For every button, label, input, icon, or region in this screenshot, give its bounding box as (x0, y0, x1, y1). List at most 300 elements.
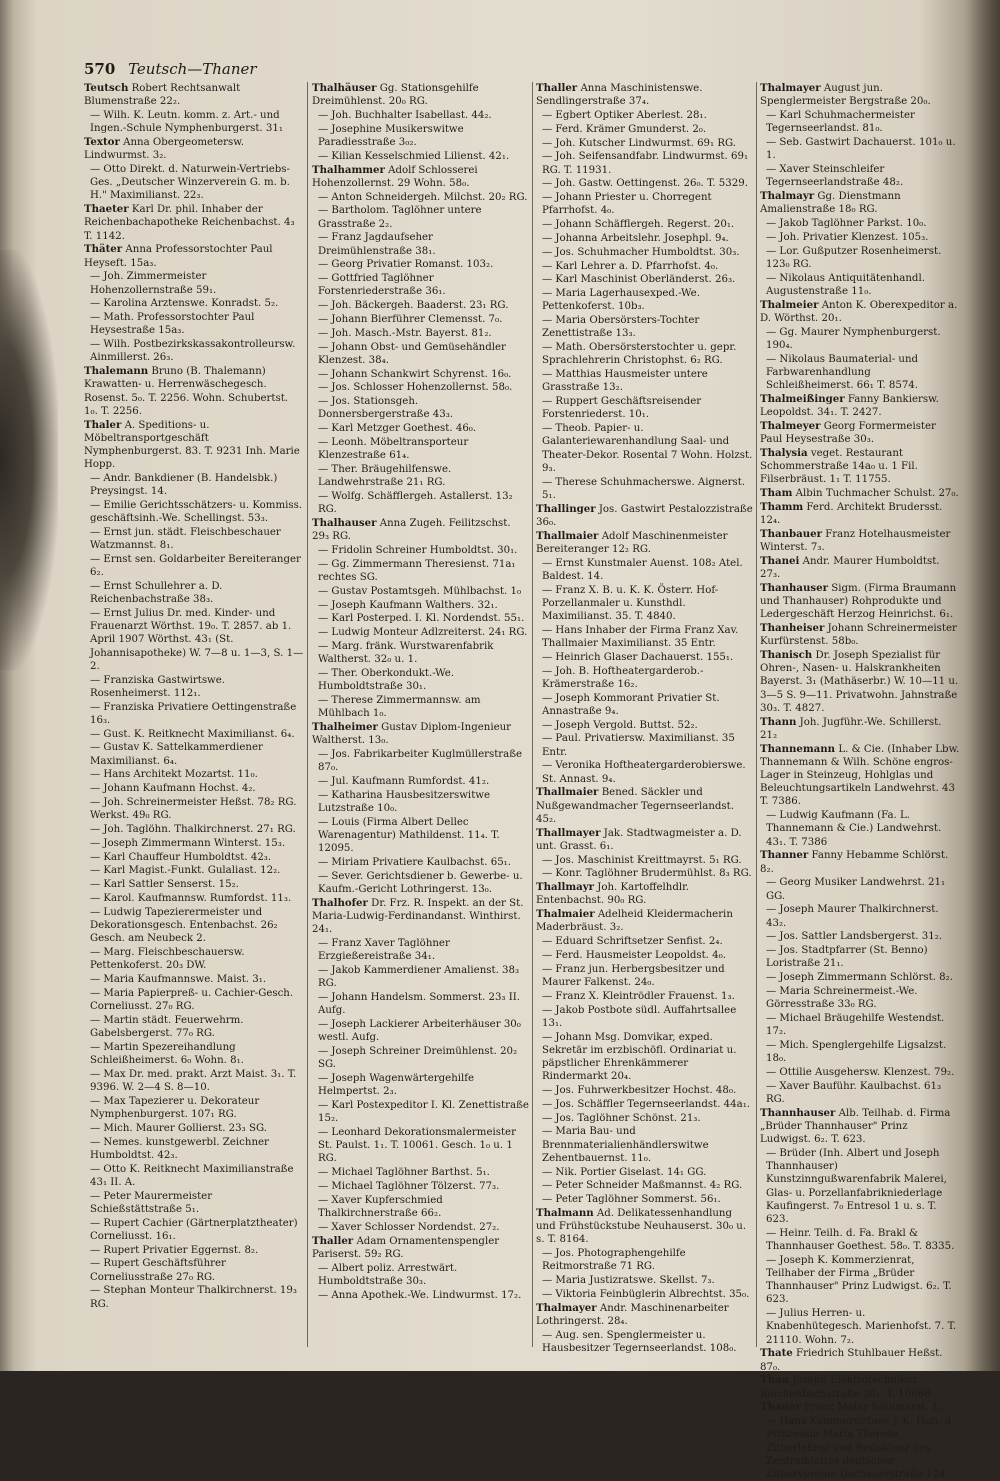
entry-text: — Jos. Schlosser Hohenzollernst. 58₀. (318, 382, 513, 394)
entry-text: — Maria Justizratswe. Skellst. 7₃. (542, 1275, 715, 1287)
entry-text: — Aug. sen. Spenglermeister u. Hausbesitzer Tegernseerlandst. 108₀. (542, 1329, 737, 1354)
directory-entry (760, 231, 960, 244)
directory-entry (312, 558, 529, 584)
directory-entry (536, 1288, 754, 1301)
directory-entry (536, 1207, 754, 1247)
directory-entry (536, 273, 754, 286)
entry-text: Jos. Gastwirt Pestalozzistraße 36₀. (536, 503, 753, 528)
directory-entry (84, 338, 304, 364)
directory-entry (760, 649, 960, 715)
entry-text: — Jakob Taglöhner Parkst. 10₀. (766, 218, 927, 229)
directory-entry (312, 381, 529, 394)
entry-text: Dr. Joseph Spezialist für Ohren-, Nasen- u. Halskrankheiten Bayerst. 3₁ (Mathäserbr.) W. 10—11 u. 3—5 S. 9—11. Privatwohn. Jahnstraße 30₃. T. 4827. (760, 650, 959, 714)
directory-entry (760, 447, 960, 487)
directory-entry (312, 422, 529, 435)
entry-surname: Thalmeyer (760, 419, 821, 432)
entry-text: — Max Dr. med. prakt. Arzt Maist. 3₁. T. 9396. W. 2—4 S. 8—10. (90, 1068, 297, 1093)
entry-text: August jun. Spenglermeister Bergstraße 20₀. (760, 83, 931, 108)
entry-text: — Marg. Fleischbeschauersw. Pettenkoferst. 20₃ DW. (90, 947, 245, 972)
entry-text: — Ludwig Tapezierermeister und Dekorationsgesch. Entenbachst. 26₂ Gesch. am Neubeck 2. (90, 906, 278, 945)
directory-entry (536, 314, 754, 340)
entry-text: — Paul. Privatiersw. Maximilianst. 35 Entr. (542, 733, 735, 758)
column-3 (536, 82, 754, 1352)
entry-text: — Andr. Bankdiener (B. Handelsbk.) Preysingst. 14. (90, 473, 278, 498)
entry-text: — Wilh. K. Leutn. komm. z. Art.- und Ingen.-Schule Nymphenburgerst. 31₁ (90, 110, 283, 135)
directory-entry (84, 580, 304, 606)
column-4 (760, 82, 960, 1481)
directory-entry (312, 123, 529, 149)
directory-entry (760, 849, 960, 875)
directory-entry (536, 341, 754, 367)
directory-entry (536, 123, 754, 136)
directory-entry (760, 622, 960, 648)
entry-text: Ad. Delikatessenhandlung und Frühstückstube Neuhauserst. 30₀ u. s. T. 8164. (536, 1207, 747, 1246)
page-number: 570 (84, 60, 116, 78)
entry-text: — Franz Jagdaufseher Dreimühlenstraße 38₁. (318, 232, 436, 257)
directory-entry (312, 231, 529, 257)
directory-entry (312, 490, 529, 516)
directory-entry (536, 1004, 754, 1030)
directory-entry (312, 1221, 529, 1234)
entry-text: — Jos. Schuhmacher Humboldtst. 30₃. (542, 246, 740, 258)
entry-text: — Johann Priester u. Chorregent Pfarrhofst. 4₀. (542, 192, 712, 217)
entry-text: — Xaver Bauführ. Kaulbachst. 61₃ RG. (766, 1080, 942, 1106)
entry-text: — Johann Schäfflergeh. Regerst. 20₁. (542, 219, 735, 231)
directory-entry (536, 476, 754, 502)
entry-text: — Gg. Maurer Nymphenburgerst. 190₄. (766, 326, 941, 351)
directory-entry (536, 881, 754, 907)
entry-surname: Tham (760, 487, 793, 499)
entry-text: Anna Maschinistenswe. Sendlingerstraße 37₄. (536, 83, 703, 108)
directory-entry (312, 748, 529, 774)
entry-surname: Thaller (536, 82, 578, 94)
directory-entry (84, 946, 304, 972)
entry-text: — Xaver Schlosser Nordendst. 27₂. (318, 1221, 500, 1233)
directory-entry (760, 109, 960, 135)
entry-surname: Thallmayr (536, 881, 594, 894)
entry-text: — Martin Spezereihandlung Schleißheimerst. 6₀ Wohn. 8₁. (90, 1041, 244, 1066)
entry-text: Franz Maler Bothmerst. 1₂. (804, 1402, 946, 1414)
entry-text: — Hans Architekt Mozartst. 11₀. (90, 769, 258, 781)
directory-entry (536, 732, 754, 758)
directory-entry (312, 463, 529, 489)
directory-entry (312, 585, 529, 598)
entry-text: — Ther. Bräugehilfenswe. Landwehrstraße 21₁ RG. (318, 463, 452, 489)
entry-text: — Hans Inhaber der Firma Franz Xav. Thallmaier Maximilianst. 35 Entr. (542, 624, 739, 649)
entry-text: Franz Hotelhausmeister Winterst. 7₃. (760, 528, 951, 553)
entry-text: — Ther. Oberkondukt.-We. Humboldtstraße 30₁. (318, 667, 455, 693)
directory-entry (84, 1257, 304, 1283)
entry-text: — Rupert Privatier Eggernst. 8₂. (90, 1244, 259, 1256)
entry-text: Fanny Bankiersw. Leopoldst. 34₁. T. 2427. (760, 393, 939, 418)
directory-entry (312, 640, 529, 666)
directory-entry (84, 864, 304, 877)
directory-entry (536, 692, 754, 718)
entry-text: — Jos. Photographengehilfe Reitmorstraße 71 RG. (542, 1248, 686, 1273)
directory-entry (312, 1262, 529, 1288)
directory-entry (760, 136, 960, 162)
directory-entry (84, 270, 304, 296)
directory-entry (312, 1235, 529, 1261)
directory-entry (760, 217, 960, 230)
entry-surname: Thanisch (760, 649, 813, 661)
directory-entry (84, 1190, 304, 1216)
entry-text: — Georg Privatier Romanst. 103₂. (318, 259, 494, 271)
entry-text: — Jos. Stadtpfarrer (St. Benno) Loristraße 21₁. (766, 945, 928, 970)
directory-entry (536, 624, 754, 650)
entry-text: — Franz jun. Herbergsbesitzer und Maurer Falkenst. 24₀. (542, 963, 725, 988)
entry-text: — Jos. Fabrikarbeiter Kuglmüllerstraße 87₀. (318, 748, 523, 774)
entry-surname: Thannemann (760, 742, 836, 755)
directory-entry (84, 1041, 304, 1067)
entry-surname: Thalysia (760, 446, 808, 459)
directory-entry (760, 1012, 960, 1038)
directory-entry (312, 368, 529, 381)
directory-entry (84, 1122, 304, 1135)
entry-text: — Bartholom. Taglöhner untere Grasstraße 2₂. (318, 205, 482, 230)
directory-entry (312, 272, 529, 298)
entry-text: — Johann Kaufmann Hochst. 4₂. (90, 783, 256, 795)
entry-text: Anna Professorstochter Paul Heyseft. 15a₃. (84, 244, 273, 269)
entry-text: — Nikolaus Baumaterial- und Farbwarenhandlung Schleißheimerst. 66₁ T. 8574. (766, 353, 919, 391)
directory-entry (536, 82, 754, 108)
entry-text: — Franziska Gastwirtswe. Rosenheimerst. 112₁. (90, 674, 226, 699)
entry-surname: Thate (760, 1347, 793, 1360)
entry-text: — Joseph Lackierer Arbeiterhäuser 30₀ westl. Aufg. (318, 1018, 521, 1044)
directory-entry (312, 436, 529, 462)
entry-text: Anna Obergeometersw. Lindwurmst. 3₂. (84, 137, 244, 162)
directory-entry (536, 150, 754, 176)
directory-entry (536, 665, 754, 691)
entry-text: — Peter Schneider Maßmannst. 4₂ RG. (542, 1180, 743, 1192)
directory-entry (760, 582, 960, 622)
entry-surname: Thalmeißinger (760, 392, 845, 405)
directory-entry (536, 1193, 754, 1206)
entry-text: — Karol. Kaufmannsw. Rumfordst. 11₃. (90, 893, 292, 904)
entry-text: — Theob. Papier- u. Galanteriewarenhandlung Saal- und Theater-Dekor. Rosental 7 Wohn. Holzst. 9₃. (542, 423, 753, 474)
directory-entry (760, 903, 960, 929)
directory-entry (536, 1098, 754, 1111)
directory-entry (536, 935, 754, 948)
directory-entry (312, 258, 529, 271)
entry-text: Adolf Schlosserei Hohenzollernst. 29 Wohn. 58₀. (312, 164, 478, 189)
entry-text: Gg. Stationsgehilfe Dreimühlenst. 20₀ RG. (312, 83, 479, 108)
entry-text: — Math. Professorstochter Paul Heysestraße 15a₃. (90, 312, 255, 337)
entry-text: — Ludwig Monteur Adlzreiterst. 24₁ RG. (318, 627, 528, 639)
directory-entry (536, 246, 754, 259)
directory-entry (760, 272, 960, 298)
entry-text: — Heinr. Teilh. d. Fa. Brakl & Thannhauser Goethest. 58₀. T. 8335. (766, 1227, 955, 1253)
directory-entry (536, 867, 754, 880)
entry-text: Bruno (B. Thalemann) Krawatten- u. Herrenwäschegesch. Rosenst. 5₀. T. 2256. Wohn. Schubertst. 1₀. T. 2256. (84, 366, 289, 417)
entry-text: — Nemes. kunstgewerbl. Zeichner Humboldtst. 42₃. (90, 1136, 269, 1161)
entry-text: Bened. Säckler und Nußgewandmacher Tegernseerlandst. 45₂. (536, 787, 734, 825)
directory-entry (760, 1401, 960, 1414)
entry-text: — Joseph Zimmermann Schlörst. 8₂. (766, 972, 953, 984)
entry-text: Adelheid Kleidermacherin Maderbräust. 3₂. (536, 909, 733, 934)
directory-entry (760, 420, 960, 446)
directory-entry (312, 327, 529, 340)
entry-text: — Egbert Optiker Aberlest. 28₁. (542, 110, 707, 121)
entry-text: — Maria Bau- und Brennmaterialienhändlerswitwe Zehentbauernst. 11₀. (542, 1126, 709, 1164)
entry-text: Gg. Dienstmann Amalienstraße 18₀ RG. (760, 191, 901, 216)
directory-entry (760, 1107, 960, 1147)
page-edge-shadow (964, 0, 1000, 1371)
entry-text: Anton K. Oberexpeditor a. D. Wörthst. 20₁. (760, 299, 958, 324)
entry-text: — Jos. Maschinist Kreittmayrst. 5₁ RG. (542, 854, 742, 866)
entry-surname: Thanner (760, 849, 809, 862)
entry-surname: Thanhauser (760, 581, 828, 594)
directory-entry (760, 1254, 960, 1307)
entry-text: — Joh. Buchhalter Isabellast. 44₂. (318, 110, 492, 121)
entry-text: — Eduard Schriftsetzer Senfist. 2₄. (542, 936, 723, 948)
directory-entry (536, 232, 754, 245)
entry-text: — Seb. Gastwirt Dachauerst. 101₀ u. 1. (766, 137, 956, 162)
entry-text: Andr. Maschinenarbeiter Lothringerst. 28₄. (536, 1302, 729, 1327)
entry-text: Ferd. Architekt Brudersst. 12₄. (760, 501, 943, 526)
entry-text: — Anna Apothek.-We. Lindwurmst. 17₂. (318, 1289, 522, 1301)
entry-text: — Xaver Steinschleifer Tegernseerlandstraße 48₂. (766, 164, 904, 189)
directory-entry (760, 985, 960, 1011)
directory-entry (312, 721, 529, 747)
directory-entry (312, 870, 529, 896)
directory-entry (760, 1147, 960, 1226)
column-2 (312, 82, 529, 1352)
entry-text: — Franz Xaver Taglöhner Erzgießereistraße 34₁. (318, 937, 450, 963)
directory-entry (760, 971, 960, 984)
entry-surname: Thalhofer (312, 896, 368, 909)
directory-entry (312, 517, 529, 543)
directory-entry (84, 297, 304, 310)
directory-entry (312, 299, 529, 312)
entry-text: Friedrich Stuhlbauer Heßst. 87₀. (760, 1348, 943, 1373)
entry-text: Joseph Elektrotechniker Reichenbachstraße 30₁. T. 10668. (760, 1375, 934, 1400)
directory-entry (760, 555, 960, 581)
entry-surname: Thauer (760, 1401, 801, 1414)
directory-entry (312, 599, 529, 612)
directory-entry (536, 395, 754, 421)
directory-entry (312, 150, 529, 163)
column-divider (307, 82, 308, 1347)
directory-entry (536, 260, 754, 273)
directory-entry (312, 789, 529, 815)
directory-entry (760, 245, 960, 271)
directory-entry (84, 837, 304, 850)
entry-text: — Mich. Spenglergehilfe Ligsalzst. 18₀. (766, 1040, 947, 1065)
directory-entry (760, 1415, 960, 1481)
entry-text: — Karl Maschinist Oberländerst. 26₃. (542, 274, 736, 286)
directory-entry (536, 1302, 754, 1328)
directory-entry (312, 1045, 529, 1071)
entry-text: — Heinrich Glaser Dachauerst. 155₁. (542, 651, 734, 663)
entry-surname: Textor (84, 136, 120, 148)
entry-text: — Joseph Zimmermann Winterst. 15₃. (90, 837, 286, 849)
entry-text: — Kilian Kesselschmied Lilienst. 42₁. (318, 150, 510, 162)
directory-entry (760, 299, 960, 325)
entry-text: — Leonh. Möbeltransporteur Klenzestraße 61₄. (318, 436, 469, 462)
entry-surname: Thallmayer (536, 826, 601, 839)
entry-text: — Georg Musiker Landwehrst. 21₁ GG. (766, 877, 946, 902)
directory-entry (536, 557, 754, 583)
entry-text: — Otto Direkt. d. Naturwein-Vertriebs-Ges. „Deutscher Winzerverein G. m. b. H." Maximilianst. 22₃. (90, 164, 290, 202)
directory-entry (760, 326, 960, 352)
entry-text: — Max Tapezierer u. Dekorateur Nymphenburgerst. 107₁ RG. (90, 1095, 260, 1120)
entry-text: — Johann Msg. Domvikar, exped. Sekretär im erzbischöfl. Ordinariat u. päpstlicher Ehrenkämmerer Rindermarkt 20₄. (542, 1031, 737, 1083)
directory-entry (760, 1080, 960, 1106)
entry-text: — Jos. Fuhrwerkbesitzer Hochst. 48₀. (542, 1084, 737, 1096)
entry-text: — Josephine Musikerswitwe Paradiesstraße 3₀₂. (318, 123, 464, 148)
directory-entry (84, 878, 304, 891)
entry-text: — Franz X. Kleintrödler Frauenst. 1₃. (542, 990, 735, 1002)
entry-text: — Ernst jun. städt. Fleischbeschauer Watzmannst. 8₁. (90, 527, 281, 552)
entry-text: — Maria Kaufmannswe. Maist. 3₁. (90, 974, 267, 985)
entry-text: Fanny Hebamme Schlörst. 8₂. (760, 850, 949, 875)
entry-text: — Marg. fränk. Wurstwarenfabrik Waltherst. 32₀ u. 1. (318, 640, 494, 666)
entry-surname: Thallmaier (536, 529, 599, 542)
entry-text: — Wilh. Postbezirkskassakontrolleursw. Ainmillerst. 26₃. (90, 339, 296, 364)
directory-entry (536, 368, 754, 394)
entry-text: — Konr. Taglöhner Brudermühlst. 8₃ RG. (542, 868, 752, 880)
entry-surname: Thann (760, 715, 797, 728)
entry-surname: Thalheimer (312, 720, 378, 733)
entry-text: — Karl Schuhmachermeister Tegernseerlandst. 81₀. (766, 110, 915, 135)
entry-surname: Thalmeier (760, 298, 819, 311)
entry-text: — Miriam Privatiere Kaulbachst. 65₁. (318, 856, 511, 868)
entry-surname: Thau (760, 1374, 789, 1387)
directory-entry (312, 816, 529, 856)
directory-entry (84, 472, 304, 498)
entry-text: — Lor. Gußputzer Rosenheimerst. 123₀ RG. (766, 245, 942, 270)
directory-entry (312, 395, 529, 421)
entry-text: — Joh. Taglöhn. Thalkirchnerst. 27₁ RG. (90, 824, 296, 836)
directory-entry (312, 775, 529, 788)
directory-entry (84, 987, 304, 1013)
entry-text: — Gust. K. Reitknecht Maximilianst. 6₄. (90, 728, 295, 740)
entry-surname: Thaeter (84, 203, 129, 216)
directory-entry (760, 501, 960, 527)
page-header (84, 60, 964, 82)
entry-text: — Jos. Stationsgeh. Donnersbergerstraße 43₃. (318, 396, 454, 421)
entry-text: — Ludwig Kaufmann (Fa. L. Thannemann & Cie.) Landwehrst. 43₁. T. 7386 (766, 810, 942, 848)
entry-text: — Viktoria Feinbüglerin Albrechtst. 35₀. (542, 1288, 750, 1300)
entry-text: — Fridolin Schreiner Humboldtst. 30₁. (318, 544, 518, 556)
entry-surname: Thamm (760, 500, 804, 513)
entry-text: — Jakob Kammerdiener Amalienst. 38₃ RG. (318, 964, 520, 990)
entry-text: — Joseph Kaufmann Walthers. 32₁. (318, 599, 498, 611)
entry-text: — Karl Chauffeur Humboldtst. 42₃. (90, 851, 272, 863)
entry-text: — Ernst Julius Dr. med. Kinder- und Frauenarzt Wörthst. 19₀. T. 2857. ab 1. April 1907 Wörthst. 43₁ (St. Johannisapotheke) W. 7—8 u. 1—3, S. 1—2. (90, 608, 304, 672)
entry-text: — Joh. Masch.-Mstr. Bayerst. 81₂. (318, 327, 492, 339)
directory-entry (536, 1274, 754, 1287)
directory-entry (536, 827, 754, 853)
entry-text: Anna Zugeh. Feilitzschst. 29₃ RG. (312, 517, 511, 543)
directory-entry (312, 1180, 529, 1193)
directory-entry (84, 782, 304, 795)
directory-entry (760, 163, 960, 189)
entry-surname: Thaler (84, 418, 122, 431)
entry-text: L. & Cie. (Inhaber Lbw. Thannemann & Wilh. Schöne engros-Lager in Steinzeug, Hohlglas und Beleuchtungsartikeln Landwehrst. 43 T. 7386. (760, 743, 960, 808)
entry-text: — Karl Postexpeditor I. Kl. Zenettistraße 15₂. (318, 1099, 529, 1125)
directory-entry (84, 553, 304, 579)
directory-entry (760, 528, 960, 554)
directory-entry (760, 1307, 960, 1347)
directory-entry (84, 365, 304, 418)
directory-entry (84, 741, 304, 767)
entry-text: Albin Tuchmacher Schulst. 27₀. (795, 488, 959, 499)
entry-text: veget. Restaurant Schommerstraße 14a₀ u. 1 Fil. Filserbräust. 1₁ T. 11755. (760, 447, 918, 486)
entry-text: — Karl Metzger Goethest. 46₀. (318, 423, 477, 435)
directory-entry (312, 1194, 529, 1220)
entry-text: — Joh. Seifensandfabr. Lindwurmst. 69₁ RG. T. 11931. (542, 151, 749, 176)
entry-text: — Joh. Kutscher Lindwurmst. 69₁ RG. (542, 137, 737, 149)
entry-text: — Maria Lagerhausexped.-We. Pettenkoferst. 10b₃. (542, 288, 700, 313)
directory-entry (84, 419, 304, 472)
entry-surname: Thannhauser (760, 1106, 836, 1119)
directory-entry (84, 526, 304, 552)
directory-entry (84, 973, 304, 986)
entry-text: — Joh. Privatier Klenzest. 105₃. (766, 231, 929, 243)
entry-text: — Franziska Privatiere Oettingenstraße 16₃. (90, 701, 297, 726)
directory-entry (760, 930, 960, 943)
entry-text: — Gg. Zimmermann Theresienst. 71a₁ rechtes SG. (318, 558, 516, 583)
entry-text: — Joh. Bäckergeh. Baaderst. 23₁ RG. (318, 300, 509, 312)
entry-text: Adam Ornamentenspengler Pariserst. 59₂ RG. (312, 1235, 500, 1260)
entry-text: A. Speditions- u. Möbeltransportgeschäft Nymphenburgerst. 83. T. 9231 Inh. Marie Hopp. (84, 419, 300, 471)
entry-text: — Maria Papierpreß- u. Cachier-Gesch. Corneliusst. 27₀ RG. (90, 987, 294, 1012)
entry-text: — Sever. Gerichtsdiener b. Gewerbe- u. Kaufm.-Gericht Lothringerst. 13₀. (318, 870, 523, 895)
entry-text: Joh. Kartoffelhdlr. Entenbachst. 90₀ RG. (536, 882, 690, 907)
entry-text: — Louis (Firma Albert Dellec Warenagentur) Mathildenst. 11₄. T. 12095. (318, 816, 500, 855)
directory-entry (312, 191, 529, 204)
directory-entry (312, 937, 529, 963)
entry-text: — Matthias Hausmeister untere Grasstraße 13₂. (542, 369, 708, 394)
directory-entry (536, 1179, 754, 1192)
directory-entry (312, 612, 529, 625)
entry-surname: Thaller (312, 1234, 354, 1247)
entry-text: — Gustav K. Sattelkammerdiener Maximilianst. 6₄. (90, 742, 263, 767)
directory-entry (84, 796, 304, 822)
directory-entry (760, 1374, 960, 1400)
directory-entry (536, 503, 754, 529)
directory-entry (760, 1347, 960, 1373)
directory-entry (84, 906, 304, 946)
entry-text: — Ferd. Krämer Gmunderst. 2₀. (542, 123, 707, 135)
column-1 (84, 82, 304, 1352)
entry-surname: Thäter (84, 243, 123, 256)
directory-entry (536, 949, 754, 962)
directory-entry (536, 191, 754, 217)
entry-text: — Franz X. B. u. K. K. Österr. Hof-Porzellanmaler u. Kunsthdl. Maximilianst. 35. T. 4840. (542, 584, 719, 622)
directory-entry (312, 991, 529, 1017)
entry-text: Gustav Diplom-Ingenieur Waltherst. 13₀. (312, 721, 512, 747)
directory-entry (312, 897, 529, 937)
entry-text: — Katharina Hausbesitzerswitwe Lutzstraße 10₀. (318, 789, 491, 814)
entry-text: — Rupert Geschäftsführer Corneliusstraße 27₀ RG. (90, 1258, 226, 1283)
directory-entry (84, 499, 304, 525)
directory-entry (84, 243, 304, 269)
entry-text: — Joh. Gastw. Oettingenst. 26₀. T. 5329. (542, 178, 748, 190)
directory-entry (312, 856, 529, 869)
directory-entry (84, 851, 304, 864)
directory-entry (760, 353, 960, 393)
directory-entry (536, 1031, 754, 1084)
directory-entry (536, 759, 754, 785)
binding-shadow (0, 250, 58, 670)
entry-text: Alb. Teilhab. d. Firma „Brüder Thannhauser" Prinz Ludwigst. 6₂. T. 623. (760, 1107, 951, 1146)
directory-entry (536, 1166, 754, 1179)
entry-text: — Ernst Kunstmaler Auenst. 108₂ Atel. Baldest. 14. (542, 557, 743, 582)
entry-text: — Julius Herren- u. Knabenhütegesch. Marienhofst. 7. T. 21110. Wohn. 7₂. (766, 1308, 957, 1346)
